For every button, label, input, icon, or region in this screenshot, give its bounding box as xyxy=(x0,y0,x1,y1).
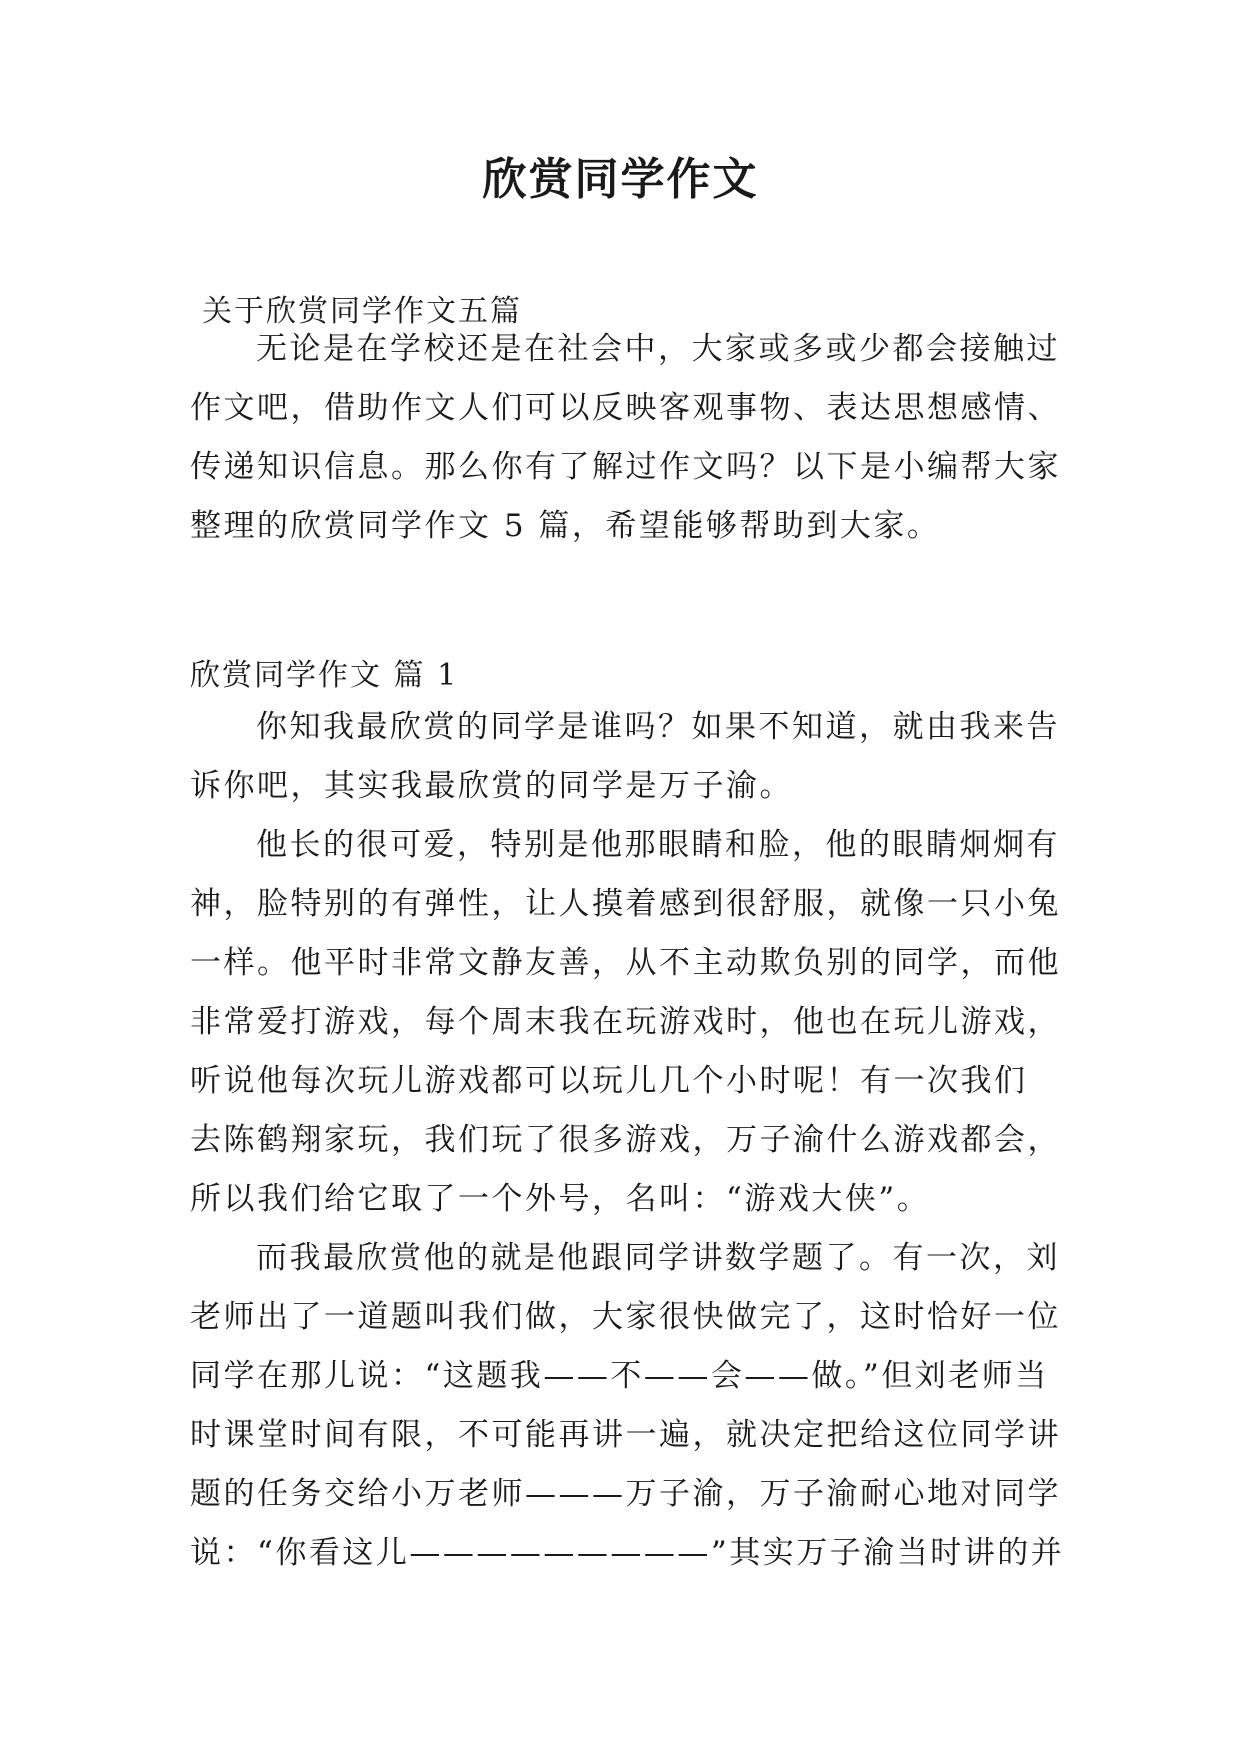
paragraph-line: 时课堂时间有限，不可能再讲一遍，就决定把给这位同学讲 xyxy=(190,1417,1061,1453)
paragraph-line: 而我最欣赏他的就是他跟同学讲数学题了。有一次，刘 xyxy=(256,1240,1060,1276)
paragraph-line: 老师出了一道题叫我们做，大家很快做完了，这时恰好一位 xyxy=(190,1299,1061,1335)
paragraph-line: 听说他每次玩儿游戏都可以玩儿几个小时呢！有一次我们 xyxy=(190,1063,1028,1099)
paragraph-3 xyxy=(190,1229,1065,1583)
paragraph-line: 说：“你看这儿—————————”其实万子渝当时讲的并 xyxy=(190,1535,1065,1571)
paragraph-line: 一样。他平时非常文静友善，从不主动欺负别的同学，而他 xyxy=(190,945,1061,981)
intro-line: 传递知识信息。那么你有了解过作文吗？以下是小编帮大家 xyxy=(190,449,1061,485)
paragraph-line: 非常爱打游戏，每个周末我在玩游戏时，他也在玩儿游戏， xyxy=(190,1004,1061,1040)
intro-line: 整理的欣赏同学作文 5 篇，希望能够帮助到大家。 xyxy=(190,508,941,544)
paragraph-line: 他长的很可爱，特别是他那眼睛和脸，他的眼睛炯炯有 xyxy=(256,827,1060,863)
intro-paragraph xyxy=(190,320,1060,556)
paragraph-1 xyxy=(190,698,1060,816)
document-subtitle: 关于欣赏同学作文五篇 xyxy=(202,294,522,329)
paragraph-line: 所以我们给它取了一个外号，名叫：“游戏大侠”。 xyxy=(190,1181,931,1217)
paragraph-line: 神，脸特别的有弹性，让人摸着感到很舒服，就像一只小兔 xyxy=(190,886,1061,922)
document-title: 欣赏同学作文 xyxy=(482,154,759,205)
paragraph-line: 你知我最欣赏的同学是谁吗？如果不知道，就由我来告 xyxy=(256,709,1060,745)
paragraph-line: 同学在那儿说：“这题我——不——会——做。”但刘老师当 xyxy=(190,1358,1049,1394)
section-heading-1: 欣赏同学作文 篇 1 xyxy=(190,658,459,693)
paragraph-line: 去陈鹤翔家玩，我们玩了很多游戏，万子渝什么游戏都会， xyxy=(190,1122,1061,1158)
paragraph-2 xyxy=(190,816,1060,1229)
intro-line: 无论是在学校还是在社会中，大家或多或少都会接触过 xyxy=(256,331,1060,367)
paragraph-line: 题的任务交给小万老师———万子渝，万子渝耐心地对同学 xyxy=(190,1476,1061,1512)
paragraph-line: 诉你吧，其实我最欣赏的同学是万子渝。 xyxy=(190,768,793,804)
intro-line: 作文吧，借助作文人们可以反映客观事物、表达思想感情、 xyxy=(190,390,1061,426)
